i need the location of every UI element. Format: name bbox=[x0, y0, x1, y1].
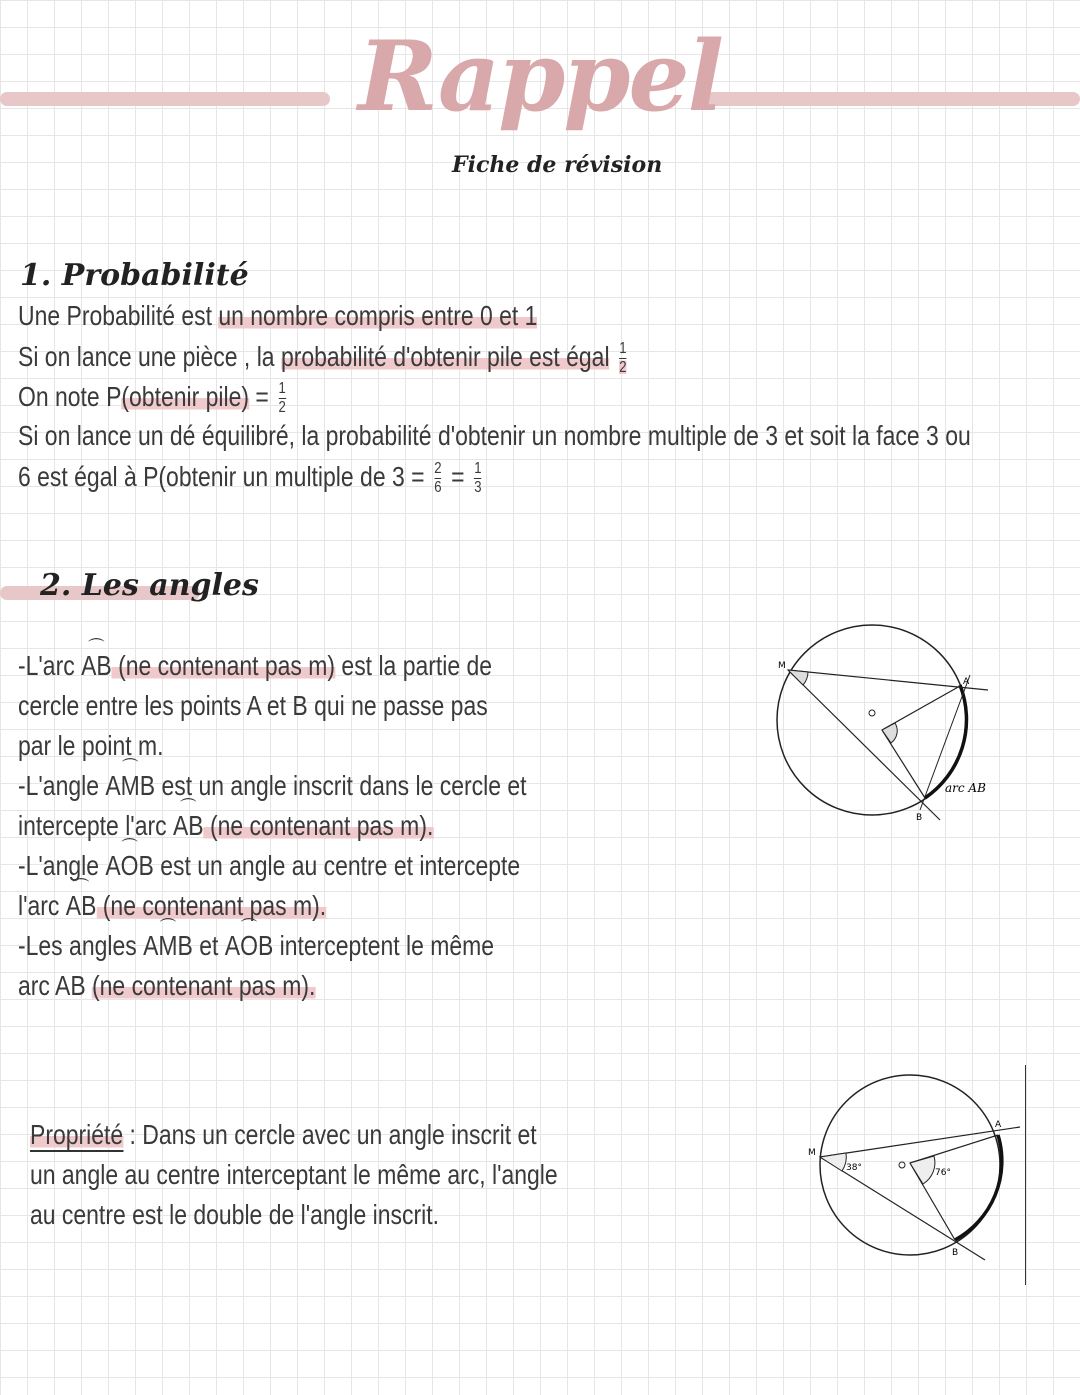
angles-line-4: -L'angle ⌒ AMB est un angle inscrit dans le cercle et bbox=[18, 770, 527, 802]
property-line-2: un angle au centre interceptant le même arc, l'angle bbox=[30, 1159, 558, 1190]
figure1-angle-o bbox=[882, 723, 897, 743]
figure1-angle-m bbox=[788, 670, 808, 685]
figure-inscribed-angle bbox=[770, 620, 1000, 830]
figure1-line-mb bbox=[788, 670, 940, 820]
figure2-frame-line bbox=[1025, 1065, 1026, 1285]
figure1-label-m: M bbox=[778, 661, 786, 671]
angles-line-7: l'arc ⌒ AB (ne contenant pas m). bbox=[18, 890, 326, 922]
page-title: Rappel bbox=[358, 20, 722, 133]
angles-line-8: -Les angles ⌒ AMB et ⌒ AOB interceptent le même bbox=[18, 930, 494, 962]
figure2-label-38: 38° bbox=[846, 1163, 862, 1173]
prob-line-1: Une Probabilité est un nombre compris entre 0 et 1 bbox=[18, 300, 538, 331]
figure1-label-a: A bbox=[963, 677, 970, 687]
figure2-label-76: 76° bbox=[935, 1168, 951, 1178]
angles-line-2: cercle entre les points A et B qui ne passe pas bbox=[18, 690, 488, 721]
fraction-half-note: $\frac{1}{2}$ bbox=[278, 380, 286, 416]
angles-line-9: arc AB (ne contenant pas m). bbox=[18, 970, 316, 1001]
figure2-angle-m bbox=[820, 1153, 846, 1171]
section2-heading-wrap bbox=[0, 568, 259, 603]
figure-angle-comparison bbox=[800, 1065, 1025, 1265]
prob-line-2: Si on lance une pièce , la probabilité d'obtenir pile est égal $\frac{1}{2}$ bbox=[18, 340, 627, 376]
figure1-label-arc: arc AB bbox=[945, 781, 986, 795]
figure1-label-b: B bbox=[916, 813, 923, 823]
fraction-one-third: $\frac{1}{3}$ bbox=[474, 460, 482, 496]
figure2-center-dot bbox=[899, 1162, 905, 1168]
figure2-label-b: B bbox=[952, 1248, 959, 1258]
angles-line-6: -L'angle ⌒ AOB est un angle au centre et intercepte bbox=[18, 850, 520, 882]
fraction-two-sixths: $\frac{2}{6}$ bbox=[434, 460, 442, 496]
property-line-3: au centre est le double de l'angle inscrit. bbox=[30, 1199, 439, 1230]
angles-line-3: par le point m. bbox=[18, 730, 164, 761]
figure1-center-dot bbox=[869, 710, 875, 716]
fraction-half: $\frac{1}{2}$ bbox=[619, 340, 627, 376]
property-label: Propriété bbox=[30, 1119, 124, 1150]
page-subtitle: Fiche de révision bbox=[452, 152, 663, 178]
figure2-line-mb bbox=[820, 1157, 985, 1260]
angles-line-1: -L'arc ⌒ AB (ne contenant pas m) est la partie de bbox=[18, 650, 492, 682]
prob-line-3: On note P(obtenir pile) = $\frac{1}{2}$ bbox=[18, 380, 286, 416]
figure2-label-a: A bbox=[995, 1120, 1002, 1130]
figure1-line-ob bbox=[882, 730, 925, 798]
figure2-line-ma bbox=[820, 1127, 1020, 1157]
angles-line-5: intercepte l'arc ⌒ AB (ne contenant pas m). bbox=[18, 810, 433, 842]
figure2-arc-ab bbox=[955, 1135, 1002, 1240]
prob-line-4: Si on lance un dé équilibré, la probabilité d'obtenir un nombre multiple de 3 et soit la face 3 ou bbox=[18, 420, 971, 451]
figure2-label-m: M bbox=[808, 1148, 816, 1158]
property-block bbox=[30, 1115, 674, 1235]
prob-line-5: 6 est égal à P(obtenir un multiple de 3 = $\frac{2}{6}$ = $\frac{1}{3}$ bbox=[18, 460, 482, 496]
property-line-1: Propriété : Dans un cercle avec un angle inscrit et bbox=[30, 1119, 537, 1150]
section2-heading: 2. Les angles bbox=[40, 568, 259, 603]
section1-heading: 1. Probabilité bbox=[20, 258, 249, 293]
